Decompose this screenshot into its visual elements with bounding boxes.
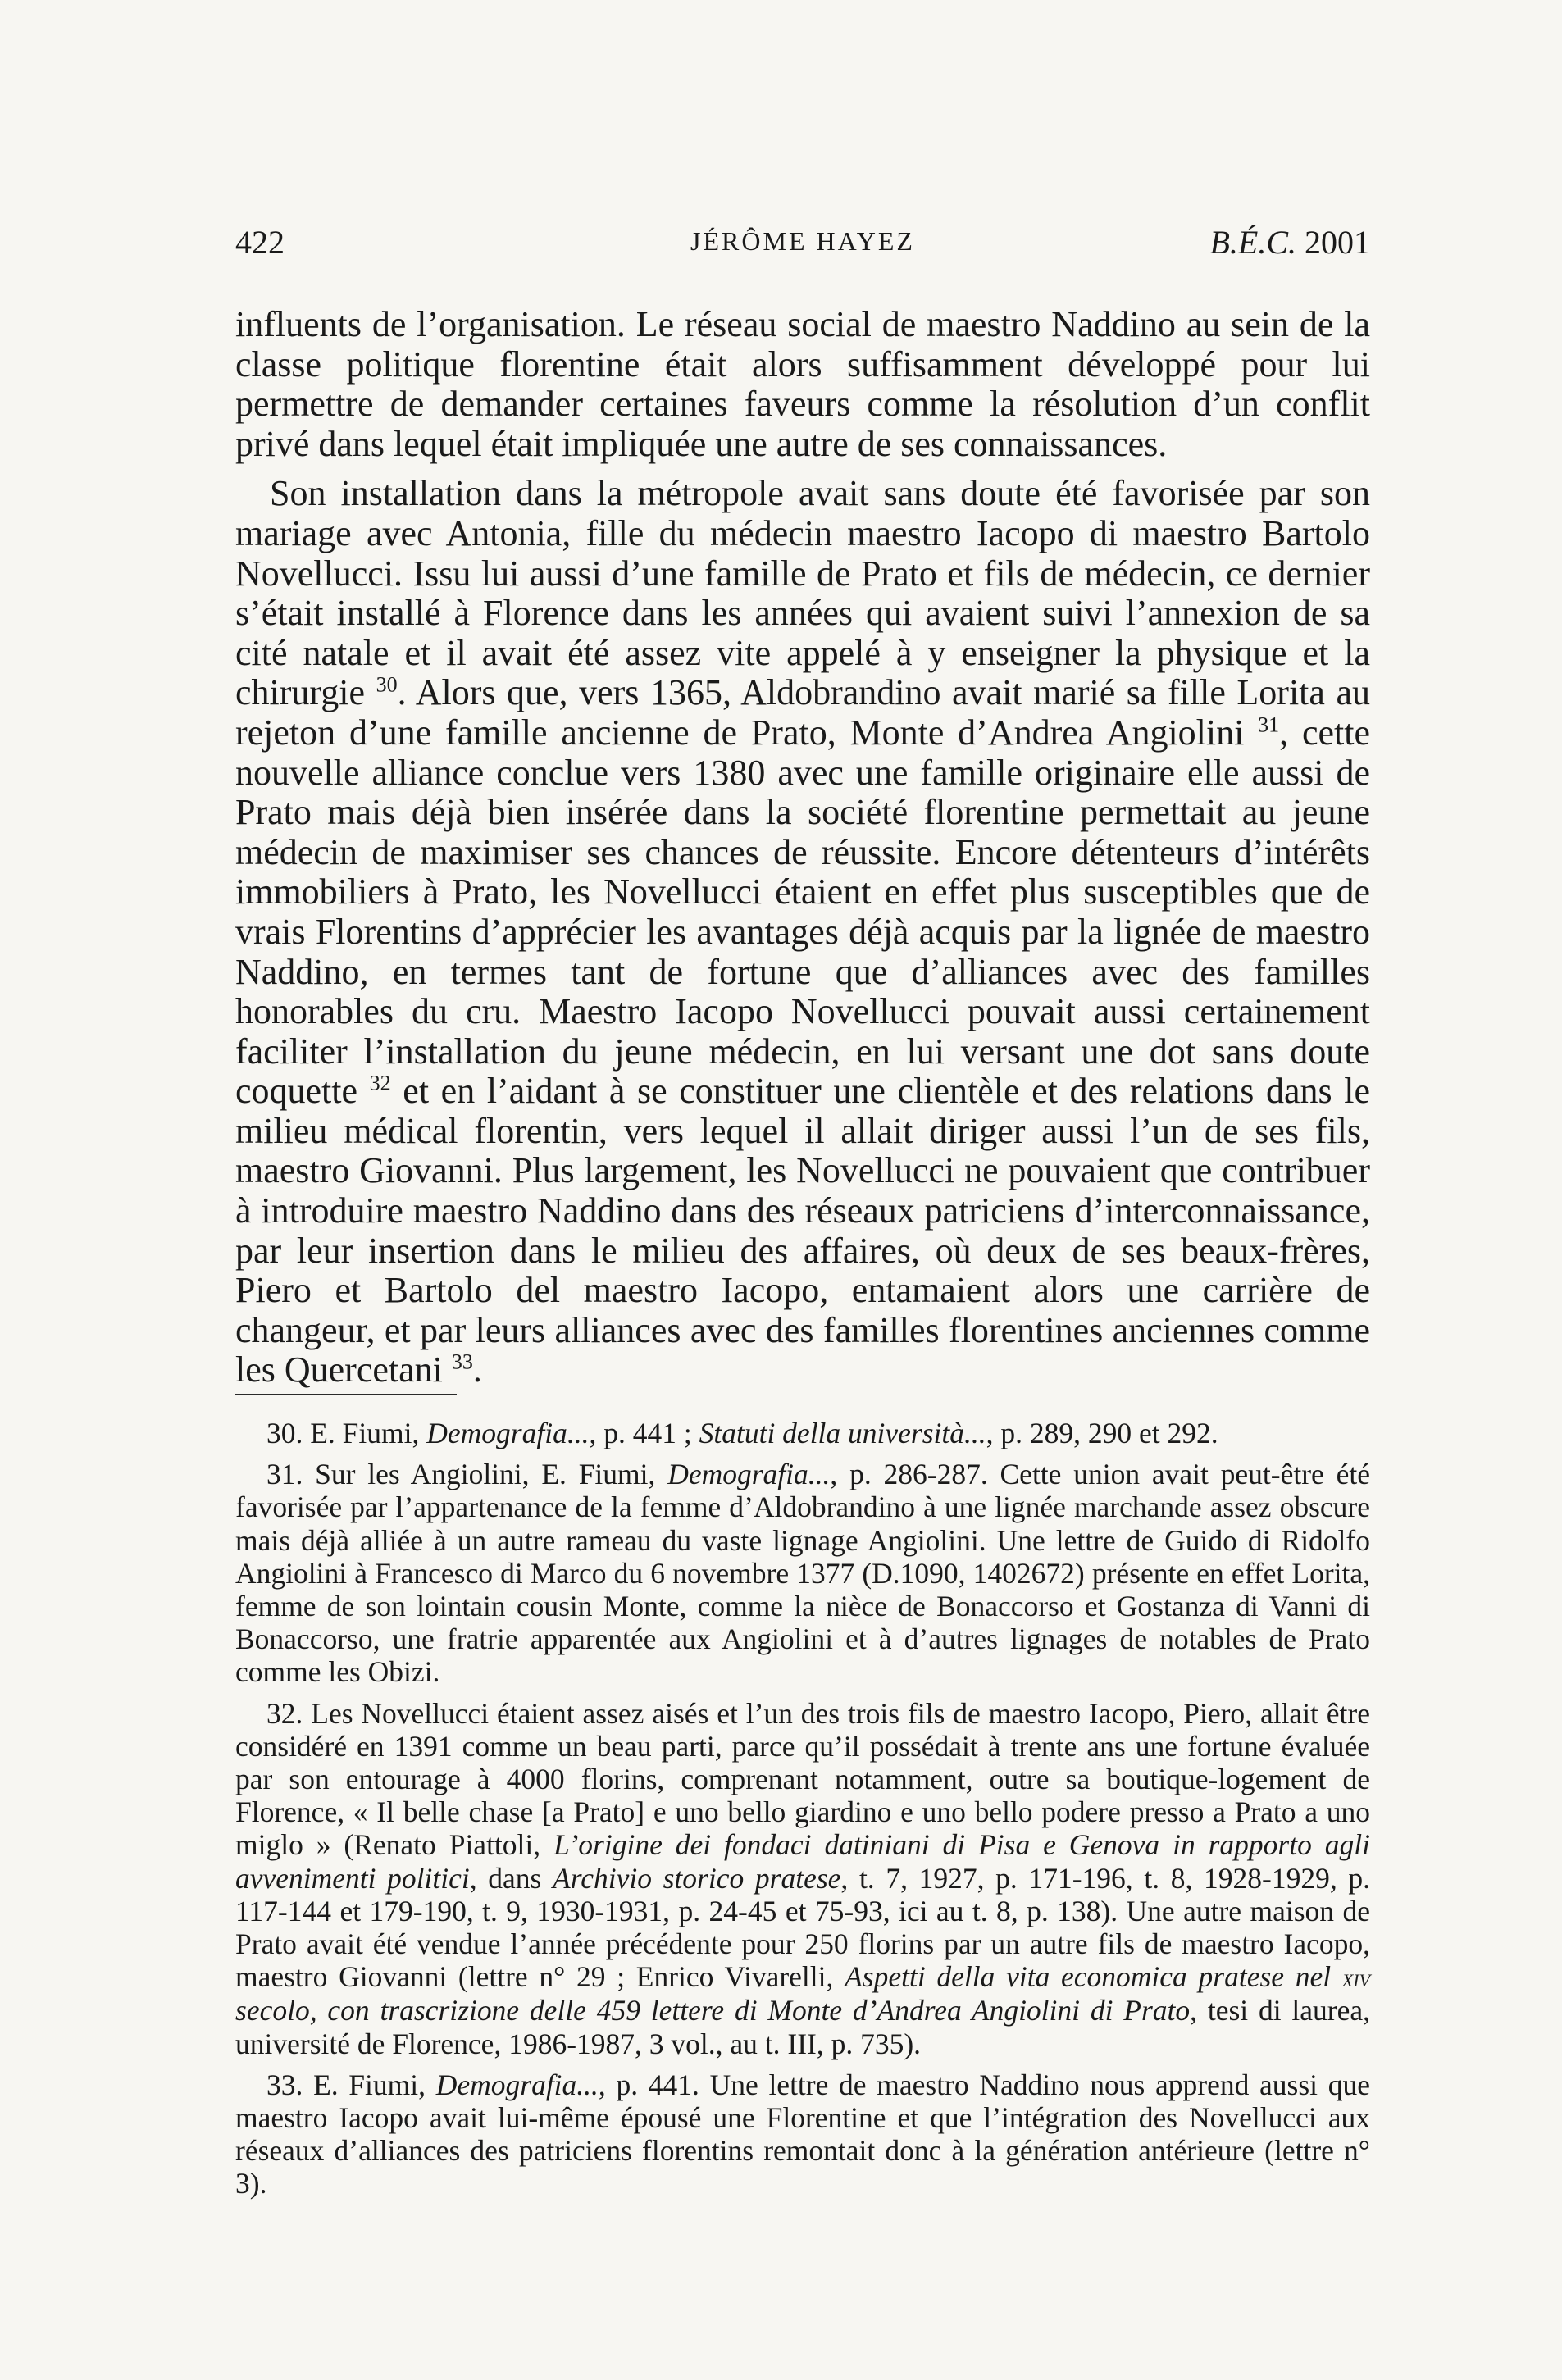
fn32-a: 32. Les Novellucci étaient assez aisés et l’un des trois fils de maestro Iacopo, Piero, allait être considéré en 1391 comme un beau parti, parce qu’il possédait à trente ans une fortune évaluée par son entourage à 4000 florins, comprenant notamment, outre sa boutique-logement de Florence, « Il belle chase [a Prato] e uno bello giardino e uno bello podere presso a Prato a uno miglo » (Renato Piattoli, — [235, 1696, 1370, 1862]
running-header — [235, 223, 1370, 272]
footnote-32 — [235, 1697, 1370, 2060]
fn30-c: , p. 441 ; — [589, 1417, 699, 1449]
p2-text-c: , cette nouvelle alliance conclue vers 1380 avec une famille originaire elle aussi de Prato mais déjà bien insérée dans la société florentine permettait au jeune médecin de maximiser ses chances de réussite. Encore détenteurs d’intérêts immobiliers à Prato, les Novellucci étaient en effet plus susceptibles que de vrais Florentins d’apprécier les avantages déjà acquis par la lignée de maestro Naddino, en termes tant de fortune que d’alliances avec des familles honorables du cru. Maestro Iacopo Novellucci pouvait aussi certainement faciliter l’installation du jeune médecin, en lui versant une dot sans doute coquette — [235, 712, 1370, 1112]
page-number: 422 — [235, 224, 285, 261]
footnote-ref-30: 30 — [376, 672, 398, 697]
journal-name: B.É.C. — [1209, 224, 1296, 261]
p2-text-d: et en l’aidant à se constituer une clientèle et des relations dans le milieu médical florentin, vers lequel il allait diriger aussi l’un de ses fils, maestro Giovanni. Plus largement, les Novellucci ne pouvaient que contribuer à introduire maestro Naddino dans des réseaux patriciens d’interconnaissance, par leur insertion dans le milieu des affaires, où deux de ses beaux-frères, Piero et Bartolo del maestro Iacopo, entamaient alors une carrière de changeur, et par leurs alliances avec des familles florentines anciennes comme les Quercetani — [235, 1071, 1370, 1390]
fn33-b: Demografia... — [435, 2068, 599, 2101]
running-author: JÉRÔME HAYEZ — [690, 226, 915, 256]
paragraph-1: influents de l’organisation. Le réseau social de maestro Naddino au sein de la classe politique florentine était alors suffisamment développé pour lui permettre de demander certaines faveurs comme la résolution d’un conflit privé dans lequel était impliquée une autre de ses connaissances. — [235, 304, 1370, 464]
fn32-e: , t. 7, 1927, p. 171-196, t. 8, 1928-1929, p. 117-144 et 179-190, t. 9, 1930-1931, p. 24-45 et 75-93, ici au t. 8, p. 138). Une autre maison de Prato avait été vendue l’année précédente pour 250 florins par un autre fils de maestro Iacopo, maestro Giovanni (lettre n° 29 ; Enrico Vivarelli, — [235, 1861, 1371, 1994]
footnote-separator — [235, 1394, 457, 1395]
fn31-b: Demografia... — [667, 1458, 831, 1491]
fn32-i: , tesi di laurea, université de Florence, 1986-1987, 3 vol., au t. III, p. 735). — [235, 1994, 1370, 2060]
footnote-31 — [235, 1458, 1370, 1688]
footnote-30 — [235, 1417, 1370, 1449]
fn30-e: , p. 289, 290 et 292. — [986, 1417, 1218, 1449]
p2-text-b: . Alors que, vers 1365, Aldobrandino avait marié sa fille Lorita au rejeton d’une famille ancienne de Prato, Monte d’Andrea Angiolini — [235, 672, 1370, 753]
footnote-ref-32: 32 — [369, 1071, 391, 1095]
footnote-ref-33: 33 — [451, 1349, 473, 1374]
fn32-h: secolo, con trascrizione delle 459 lettere di Monte d’Andrea Angiolini di Prato — [235, 1994, 1191, 2027]
fn31-c: , p. 286-287. Cette union avait peut-être été favorisée par l’appartenance de la femme d’Aldobrandino à une lignée marchande assez obscure mais déjà alliée à un autre rameau du vaste lignage Angiolini. Une lettre de Guido di Ridolfo Angiolini à Francesco di Marco du 6 novembre 1377 (D.1090, 1402672) présente en effet Lorita, femme de son lointain cousin Monte, comme la nièce de Bonaccorso et Gostanza di Vanni di Bonaccorso, une fratrie apparentée aux Angiolini et à d’autres lignages de notables de Prato comme les Obizi. — [235, 1458, 1370, 1689]
fn32-g: xiv — [1341, 1963, 1371, 1993]
fn32-b: L’origine dei fondaci datiniani di Pisa e Genova in rapporto agli avvenimenti politici — [235, 1828, 1370, 1895]
fn30-b: Demografia... — [426, 1417, 590, 1449]
fn32-f: Aspetti della vita economica pratese nel — [845, 1960, 1342, 1994]
footnote-ref-31: 31 — [1258, 712, 1280, 737]
fn30-d: Statuti della università... — [699, 1417, 986, 1449]
footnote-33 — [235, 2068, 1370, 2200]
fn32-c: , dans — [469, 1861, 553, 1895]
fn33-a: 33. E. Fiumi, — [266, 2068, 436, 2101]
fn32-d: Archivio storico pratese — [553, 1861, 841, 1895]
p2-text-e: . — [472, 1349, 482, 1390]
footnotes — [235, 1417, 1370, 2209]
p2-text-a: Son installation dans la métropole avait sans doute été favorisée par son mariage avec Antonia, fille du médecin maestro Iacopo di maestro Bartolo Novellucci. Issu lui aussi d’une famille de Prato et fils de médecin, ce dernier s’était installé à Florence dans les années qui avaient suivi l’annexion de sa cité natale et il avait été assez vite appelé à y enseigner la physique et la chirurgie — [235, 473, 1370, 713]
main-text — [235, 305, 1370, 1390]
journal-year: 2001 — [1305, 224, 1370, 261]
fn31-a: 31. Sur les Angiolini, E. Fiumi, — [266, 1458, 668, 1491]
fn30-a: 30. E. Fiumi, — [266, 1417, 427, 1449]
paragraph-2 — [235, 474, 1370, 1390]
fn33-c: , p. 441. Une lettre de maestro Naddino nous apprend aussi que maestro Iacopo avait lui-même épousé une Florentine et que l’intégration des Novellucci aux réseaux d’alliances des patriciens florentins remontait donc à la génération antérieure (lettre n° 3). — [235, 2068, 1370, 2200]
journal-abbrev — [1209, 223, 1370, 262]
